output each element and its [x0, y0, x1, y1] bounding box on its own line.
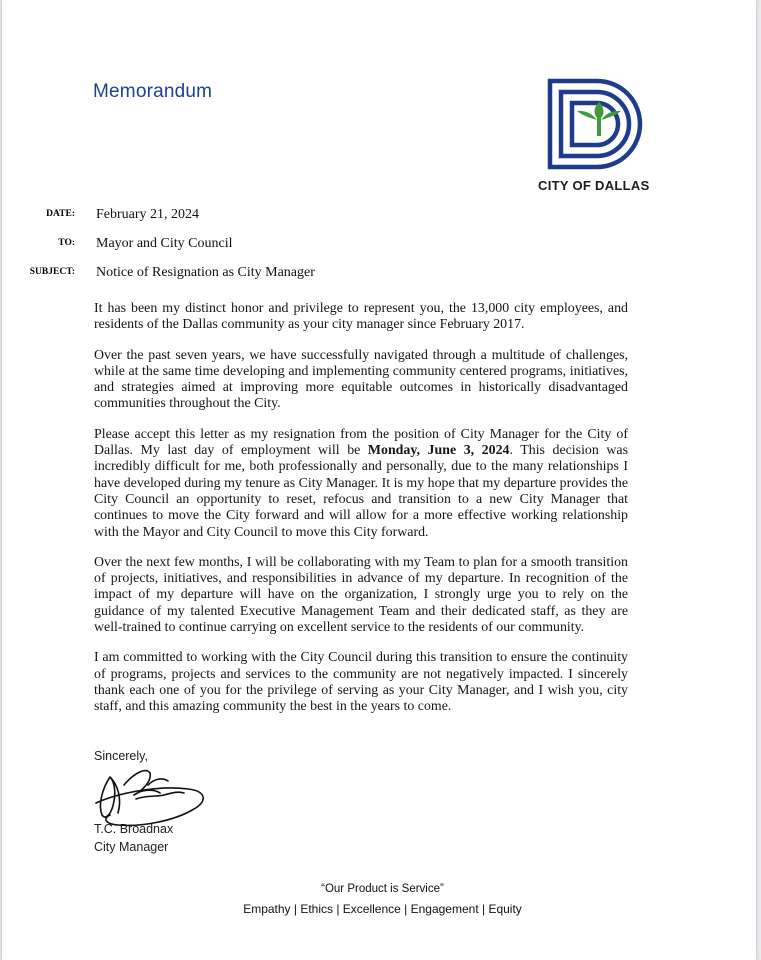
- last-day-date: Monday, June 3, 2024: [367, 443, 510, 459]
- logo-wordmark: CITY OF DALLAS: [538, 178, 650, 193]
- resignation-text-end: . This decision was incredibly difficult for me, both professionally and personally, due to the many relationships I have developed during my tenure as City Manager. It is my hope that my departure provides the City Council an opportunity to reset, refocus and transition to a new City Manager that continues to move the City forward and will allow for a more effective working relationship with the Mayor and City Council to move this City forward.: [94, 443, 628, 540]
- footer-values: Empathy | Ethics | Excellence | Engagement | Equity: [243, 902, 522, 916]
- resignation-text-start: Please accept this letter as my resignation from the position of City Manager for the City of Dallas. My last day of employment will be: [94, 426, 628, 459]
- closing-salutation: Sincerely,: [94, 749, 148, 763]
- subject-value: Notice of Resignation as City Manager: [96, 265, 315, 280]
- paragraph-resignation: [94, 427, 628, 541]
- paragraph-accomplishments: Over the past seven years, we have successfully navigated through a multitude of challenges, while at the same time developing and implementing community centered programs, initiatives, and strategies aimed at improving more equitable outcomes in historically disadvantaged communities throughout the City.: [94, 347, 628, 412]
- date-label: DATE:: [46, 209, 75, 219]
- signer-name: T.C. Broadnax: [94, 822, 174, 836]
- memo-page: [2, 0, 756, 960]
- date-value: February 21, 2024: [96, 207, 200, 222]
- memo-body: [94, 301, 628, 730]
- handwritten-signature-icon: [88, 755, 210, 839]
- city-of-dallas-logo-icon: [547, 78, 653, 170]
- memo-title: Memorandum: [93, 81, 213, 102]
- paragraph-closing: I am committed to working with the City Council during this transition to ensure the continuity of programs, projects and services to the community are not negatively impacted. I sincerely thank each one of you for the privilege of serving as your City Manager, and I wish you, city staff, and this amazing community the best in the years to come.: [94, 650, 628, 715]
- signer-title: City Manager: [94, 840, 169, 854]
- footer-motto: “Our Product is Service”: [321, 883, 444, 895]
- paragraph-transition: Over the next few months, I will be collaborating with my Team to plan for a smooth transition of projects, initiatives, and responsibilities in advance of my departure. In recognition of the impact of my departure will have on the organization, I strongly urge you to rely on the guidance of my talented Executive Management Team and their dedicated staff, as they are well-trained to continue carrying on excellent service to the residents of our community.: [94, 554, 628, 636]
- to-value: Mayor and City Council: [96, 236, 233, 251]
- subject-label: SUBJECT:: [29, 267, 75, 277]
- paragraph-intro: It has been my distinct honor and privilege to represent you, the 13,000 city employees, and residents of the Dallas community as your city manager since February 2017.: [94, 301, 628, 333]
- to-label: TO:: [58, 238, 75, 248]
